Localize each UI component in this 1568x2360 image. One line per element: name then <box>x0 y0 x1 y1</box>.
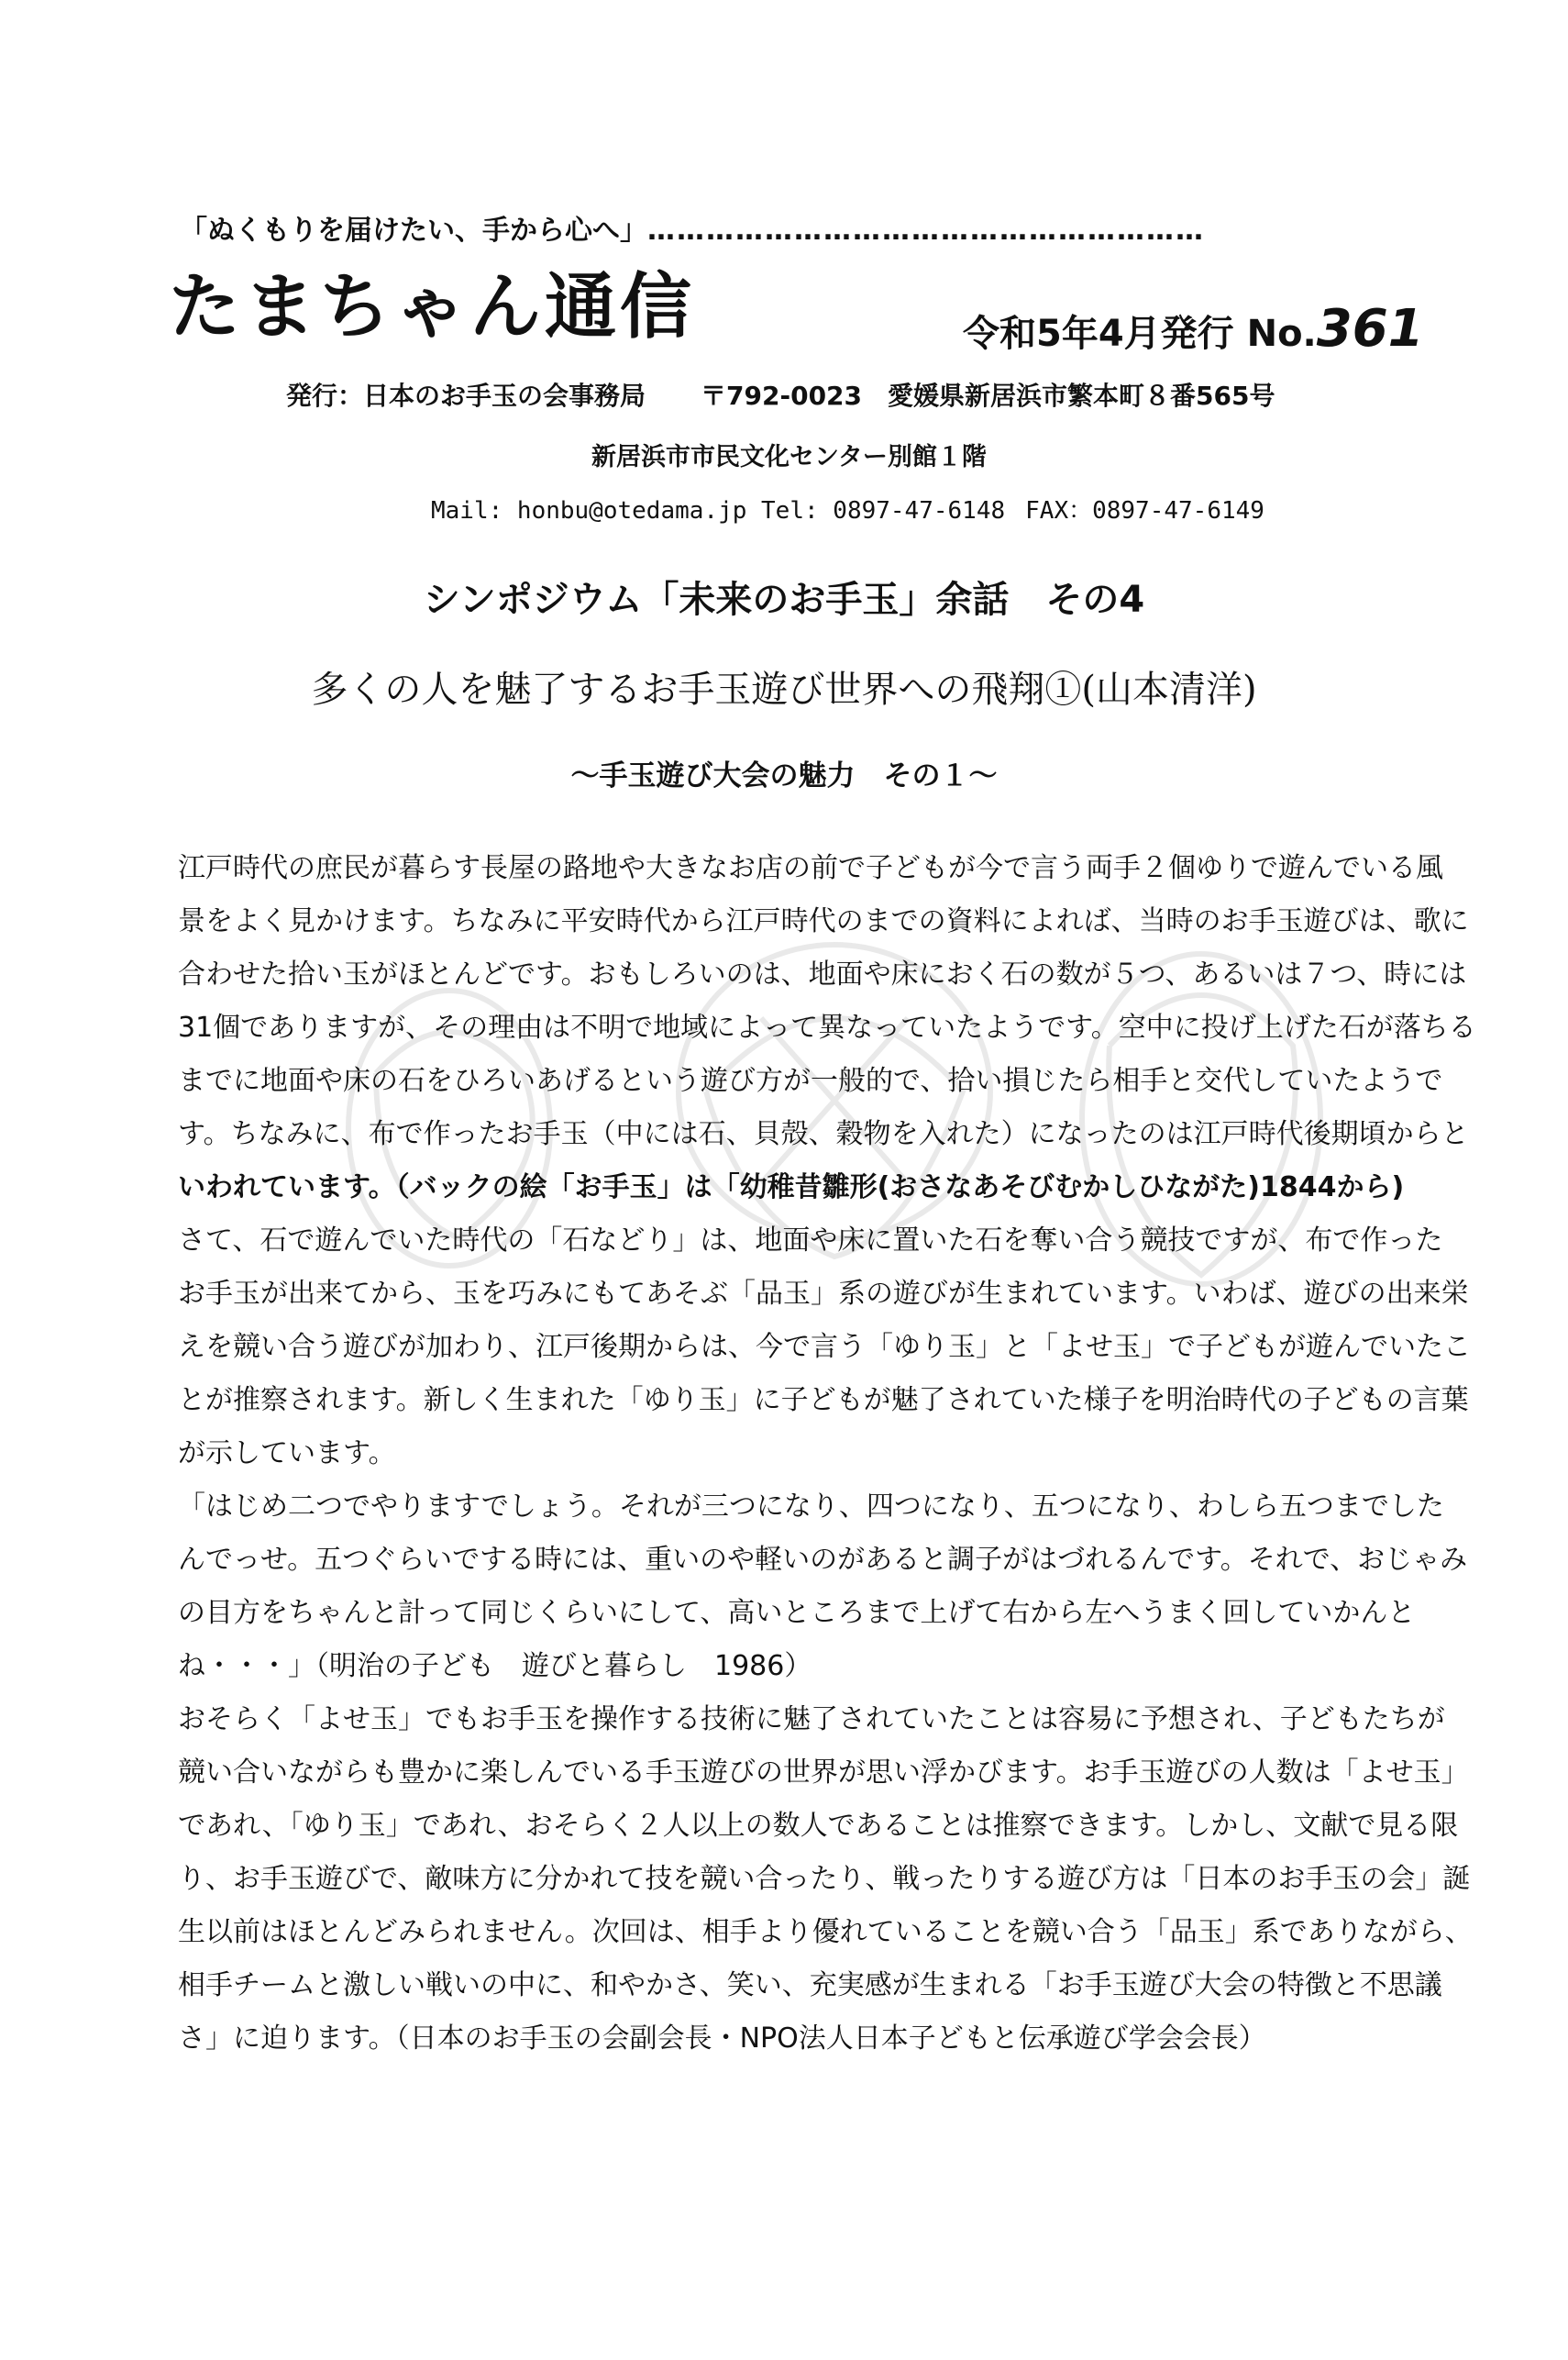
body-line: お手玉が出来てから、玉を巧みにもてあそぶ「品玉」系の遊びが生まれています。いわば、遊びの出来栄 <box>178 1278 1469 1310</box>
body-line: 合わせた拾い玉がほとんどです。おもしろいのは、地面や床におく石の数が５つ、あるいは７つ、時には <box>178 958 1467 991</box>
article-subtitle: ～手玉遊び大会の魅力 その１～ <box>570 759 998 792</box>
body-line: であれ、「ゆり玉」であれ、おそらく２人以上の数人であることは推察できます。しかし、文献で見る限 <box>178 1810 1459 1842</box>
body-line: す。ちなみに、布で作ったお手玉（中には石、貝殻、穀物を入れた）になったのは江戸時代後期頃からと <box>178 1118 1469 1150</box>
body-line: 31個でありますが、その理由は不明で地域によって異なっていたようです。空中に投げ上げた石が落ちる <box>178 1012 1476 1044</box>
article-heading: シンポジウム「未来のお手玉」余話 その4 <box>423 579 1145 621</box>
body-line: までに地面や床の石をひろいあげるという遊び方が一般的で、拾い損じたら相手と交代していたようで <box>178 1065 1443 1097</box>
body-line: いわれています。（バックの絵「お手玉」は「幼稚昔雛形(おさなあそびむかしひながた)1844から) <box>178 1171 1405 1203</box>
body-line: えを競い合う遊びが加わり、江戸後期からは、今で言う「ゆり玉」と「よせ玉」で子どもが遊んでいたこ <box>178 1331 1471 1363</box>
body-line: 生以前はほとんどみられません。次回は、相手より優れていることを競い合う「品玉」系でありながら、 <box>178 1916 1473 1948</box>
tagline-dots: ………………………………………………… <box>647 215 1205 247</box>
address: 〒792-0023 愛媛県新居浜市繁本町８番565号 <box>701 381 1275 411</box>
article-title: 多くの人を魅了するお手玉遊び世界への飛翔①(山本清洋) <box>311 669 1257 711</box>
body-line: り、お手玉遊びで、敵味方に分かれて技を競い合ったり、戦ったりする遊び方は「日本のお手玉の会」誕 <box>178 1863 1471 1895</box>
publisher-line <box>286 376 1275 413</box>
body-line: が示しています。 <box>178 1437 396 1469</box>
tagline <box>180 207 1205 248</box>
tagline-text: 「ぬくもりを届けたい、手から心へ」 <box>180 215 647 247</box>
contact-mail-tel: Mail: honbu@otedama.jp Tel: 0897-47-6148 <box>431 497 1006 525</box>
contact-fax: FAX：0897-47-6149 <box>1025 497 1264 525</box>
newsletter-title: たまちゃん通信 <box>169 265 696 349</box>
contact-line <box>431 492 1264 526</box>
issue-info <box>963 299 1424 359</box>
issue-label: 令和5年4月発行 No. <box>963 313 1317 355</box>
publisher: 発行：日本のお手玉の会事務局 <box>286 381 646 411</box>
body-line: 相手チームと激しい戦いの中に、和やかさ、笑い、充実感が生まれる「お手玉遊び大会の特徴と不思議 <box>178 1969 1442 2001</box>
body-line: さ」に迫ります。（日本のお手玉の会副会長・NPO法人日本子どもと伝承遊び学会会長） <box>178 2022 1266 2055</box>
body-line: 競い合いながらも豊かに楽しんでいる手玉遊びの世界が思い浮かびます。お手玉遊びの人数は「よせ玉」 <box>178 1756 1469 1789</box>
building: 新居浜市市民文化センター別館１階 <box>591 443 987 471</box>
issue-number: 361 <box>1316 299 1424 359</box>
body-line: さて、石で遊んでいた時代の「石などり」は、地面や床に置いた石を奪い合う競技ですが、布で作った <box>178 1224 1443 1257</box>
body-line: 景をよく見かけます。ちなみに平安時代から江戸時代のまでの資料によれば、当時のお手玉遊びは、歌に <box>178 905 1469 937</box>
body-line: ね・・・」（明治の子ども 遊びと暮らし 1986） <box>178 1650 812 1682</box>
body-line: 「はじめ二つでやりますでしょう。それが三つになり、四つになり、五つになり、わしら五つまでした <box>178 1490 1444 1523</box>
article-body <box>178 842 1476 2066</box>
body-line: おそらく「よせ玉」でもお手玉を操作する技術に魅了されていたことは容易に予想され、子どもたちが <box>178 1703 1445 1735</box>
body-line: 江戸時代の庶民が暮らす長屋の路地や大きなお店の前で子どもが今で言う両手２個ゆりで遊んでいる風 <box>178 852 1443 884</box>
body-line: とが推察されます。新しく生まれた「ゆり玉」に子どもが魅了されていた様子を明治時代の子どもの言葉 <box>178 1384 1469 1416</box>
body-line: んでっせ。五つぐらいでする時には、重いのや軽いのがあると調子がはづれるんです。それで、おじゃみ <box>178 1544 1468 1576</box>
body-line: の目方をちゃんと計って同じくらいにして、高いところまで上げて右から左へうまく回していかんと <box>178 1597 1416 1629</box>
